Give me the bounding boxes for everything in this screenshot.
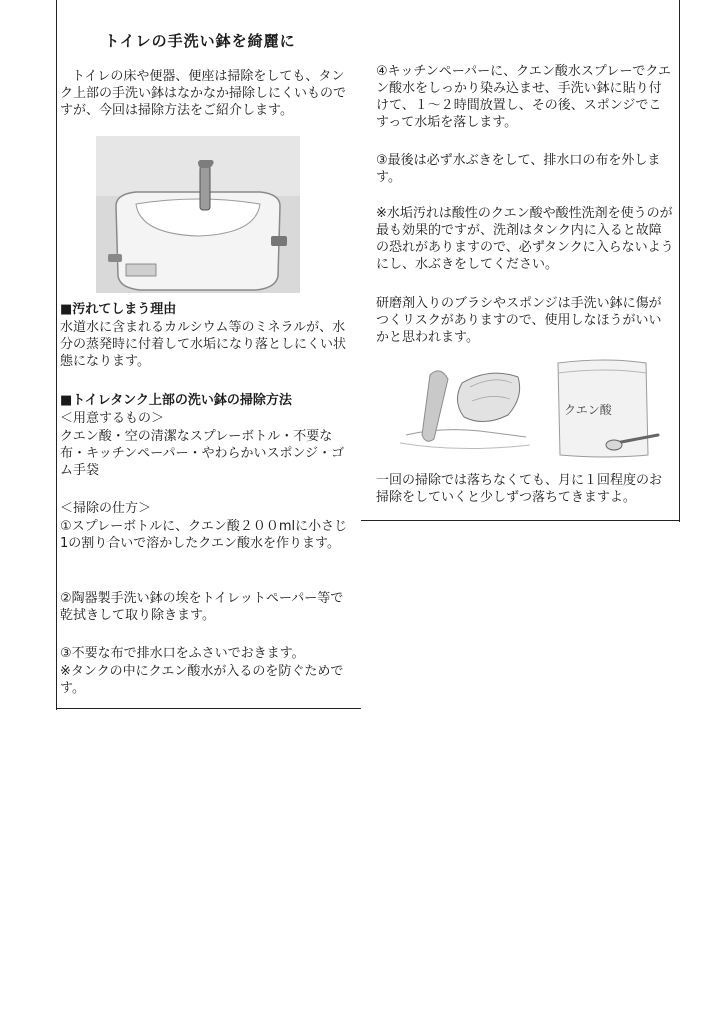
citric-acid-bag-illustration <box>550 355 665 463</box>
items-list: クエン酸・空の清潔なスプレーボトル・不要な布・キッチンペーパー・やわらかいスポンジ・ゴム手袋 <box>60 429 345 478</box>
procedure-step-1: ①スプレーボトルに、クエン酸２００mlに小さじ1の割り合いで溶かしたクエン酸水を作ります。 <box>60 519 348 551</box>
frame-left-border <box>56 0 57 710</box>
items-subheading: ＜用意するもの＞ <box>60 411 165 426</box>
closing-note: 一回の掃除では落ちなくても、月に１回程度のお掃除をしていくと少しずつ落ちてきますよ。 <box>376 473 663 505</box>
toilet-tank-photo <box>96 136 300 293</box>
warning-note: ※水垢汚れは酸性のクエン酸や酸性洗剤を使うのが最も効果的ですが、洗剤はタンク内に入ると故障の恐れがありますので、必ずタンクに入らないようにし、水ぶきをしてください。 <box>376 206 674 272</box>
bag-label: クエン酸 <box>564 403 612 417</box>
frame-bottom-left-border <box>56 708 361 709</box>
procedure-step-3-note: ※タンクの中にクエン酸水が入るのを防ぐためです。 <box>60 664 344 696</box>
section-method-heading: ■トイレタンク上部の洗い鉢の掃除方法 <box>60 393 292 408</box>
frame-bottom-right-border <box>361 520 680 521</box>
procedure-subheading: ＜掃除の仕方＞ <box>60 501 152 516</box>
intro-paragraph: トイレの床や便器、便座は掃除をしても、タンク上部の手洗い鉢はなかなか掃除しにくいものですが、今回は掃除方法をご紹介します。 <box>60 69 347 118</box>
section-reason-heading: ■汚れてしまう理由 <box>60 302 177 317</box>
frame-right-border <box>679 0 680 522</box>
caution-note: 研磨剤入りのブラシやスポンジは手洗い鉢に傷がつくリスクがありますので、使用しなほうがいいかと思われます。 <box>376 296 662 345</box>
procedure-step-3: ③不要な布で排水口をふさいでおきます。 <box>60 646 305 661</box>
procedure-step-4: ④キッチンペーパーに、クエン酸水スプレーでクエン酸水をしっかり染み込ませ、手洗い鉢に貼り付けて、１～２時間放置し、その後、スポンジでこすって水垢を落します。 <box>376 64 672 130</box>
page-title: トイレの手洗い鉢を綺麗に <box>104 32 296 50</box>
section-reason-body: 水道水に含まれるカルシウム等のミネラルが、水分の蒸発時に付着して水垢になり落としにくい状態になります。 <box>60 320 347 369</box>
procedure-step-2: ②陶器製手洗い鉢の埃をトイレットペーパー等で乾拭きして取り除きます。 <box>60 591 344 623</box>
cleaning-illustration <box>400 357 530 459</box>
procedure-step-5: ③最後は必ず水ぶきをして、排水口の布を外します。 <box>376 153 661 185</box>
